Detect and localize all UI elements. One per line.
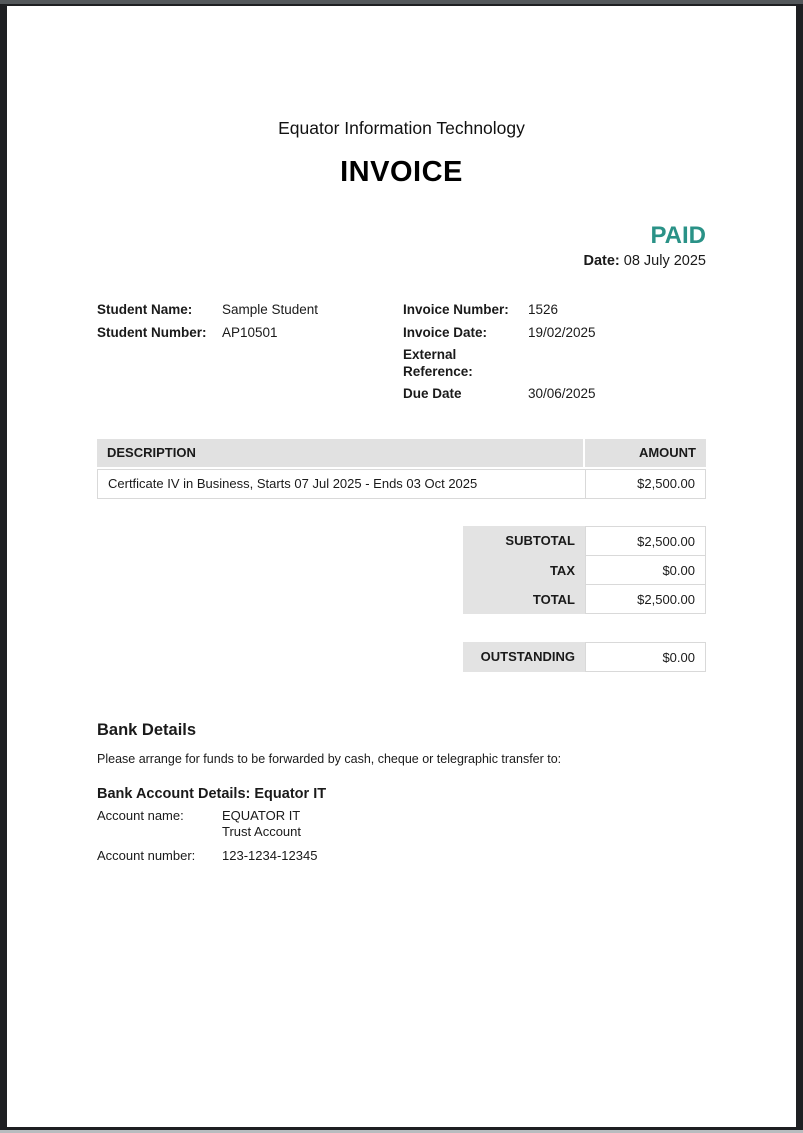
invoice-details	[97, 302, 706, 409]
detail-row-student-name	[97, 302, 403, 319]
tax-row	[463, 556, 706, 585]
detail-label: Student Number:	[97, 324, 207, 340]
bank-details-heading: Bank Details	[97, 720, 197, 739]
outstanding-value: $0.00	[585, 642, 706, 672]
tax-label: TAX	[549, 562, 575, 578]
detail-row-external-reference	[403, 347, 706, 380]
account-number-label: Account number:	[97, 847, 196, 863]
payment-instruction: Please arrange for funds to be forwarded by cash, cheque or telegraphic transfer to:	[97, 751, 562, 766]
total-value: $2,500.00	[585, 585, 706, 614]
detail-value: Sample Student	[222, 302, 319, 317]
bank-account-heading: Bank Account Details: Equator IT	[97, 785, 327, 802]
total-row	[463, 585, 706, 614]
subtotal-row	[463, 526, 706, 556]
outstanding-table	[463, 642, 706, 672]
account-number-row	[97, 848, 706, 864]
invoice-meta-details	[403, 302, 706, 409]
detail-label: External Reference:	[403, 347, 473, 379]
detail-row-invoice-date	[403, 325, 706, 342]
detail-value: 30/06/2025	[528, 386, 596, 401]
detail-value	[528, 347, 706, 380]
invoice-page	[7, 6, 796, 1127]
subtotal-value: $2,500.00	[585, 526, 706, 556]
date-value: 08 July 2025	[623, 253, 706, 269]
line-items-header-row	[97, 439, 706, 467]
account-name-line2: Trust Account	[222, 823, 301, 839]
line-item-amount: $2,500.00	[585, 469, 706, 499]
company-name: Equator Information Technology	[278, 118, 525, 138]
detail-label: Invoice Number:	[403, 302, 509, 317]
description-column-header: DESCRIPTION	[97, 439, 583, 467]
totals-section	[97, 499, 706, 672]
detail-row-due-date	[403, 386, 706, 403]
account-name-label: Account name:	[97, 807, 184, 823]
account-name-value	[222, 808, 706, 840]
outstanding-label: OUTSTANDING	[480, 648, 575, 664]
detail-row-invoice-number	[403, 302, 706, 319]
tax-value: $0.00	[585, 556, 706, 585]
subtotal-label: SUBTOTAL	[505, 532, 575, 548]
line-item-description: Certficate IV in Business, Starts 07 Jul 2025 - Ends 03 Oct 2025	[97, 469, 585, 499]
amount-column-header: AMOUNT	[585, 439, 706, 467]
invoice-issue-date	[97, 252, 706, 270]
detail-label: Due Date	[403, 386, 462, 401]
total-label: TOTAL	[532, 591, 575, 607]
invoice-content	[7, 6, 796, 864]
document-title: INVOICE	[340, 156, 463, 188]
account-number-value: 123-1234-12345	[222, 847, 318, 863]
detail-value: 19/02/2025	[528, 324, 596, 340]
detail-row-student-number	[97, 325, 403, 342]
bank-details-section	[97, 720, 706, 864]
date-label: Date:	[583, 253, 620, 269]
student-details	[97, 302, 403, 409]
detail-label: Student Name:	[97, 302, 193, 317]
line-item-row	[97, 469, 706, 499]
detail-value: AP10501	[222, 324, 278, 340]
line-items-table	[97, 439, 706, 499]
detail-label: Invoice Date:	[403, 324, 488, 340]
viewer-top-edge	[0, 0, 803, 4]
outstanding-row	[463, 642, 706, 672]
totals-table	[463, 526, 706, 614]
detail-value: 1526	[528, 302, 559, 317]
account-name-line1: EQUATOR IT	[222, 807, 301, 823]
account-name-row	[97, 808, 706, 840]
paid-status-badge: PAID	[650, 222, 706, 249]
